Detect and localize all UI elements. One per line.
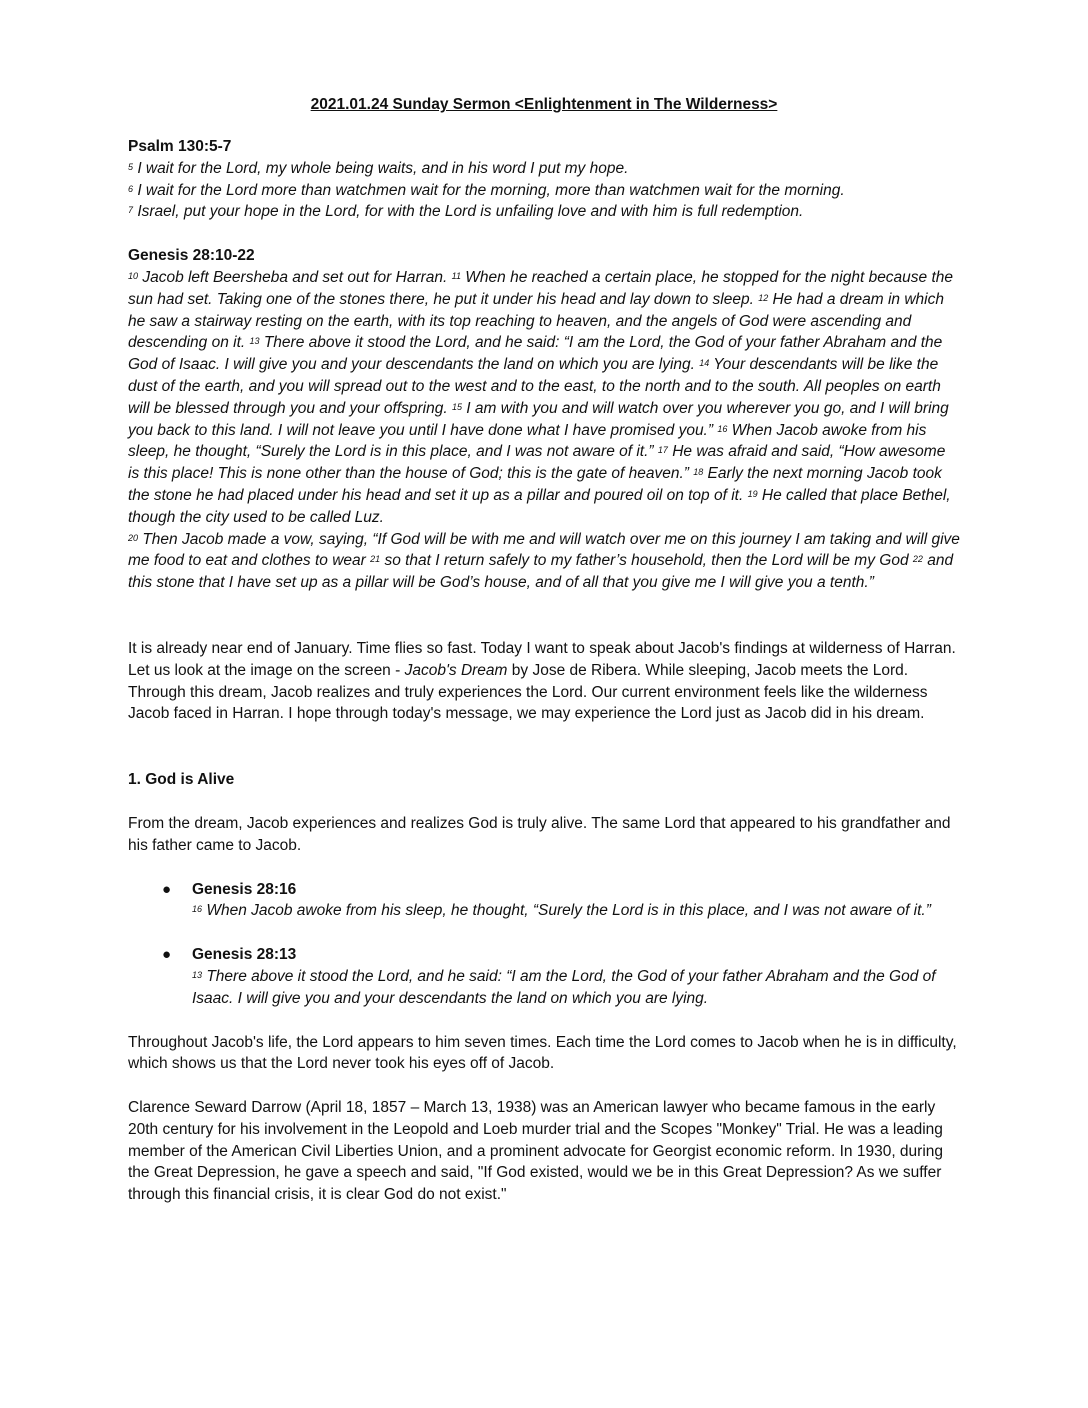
scripture-quote — [192, 968, 936, 1007]
verse-text: Israel, put your hope in the Lord, for with the Lord is unfailing love and with him is full redemption. — [133, 203, 804, 221]
verse-text: Jacob left Beersheba and set out for Harran. — [138, 268, 452, 286]
verse-number: 21 — [370, 554, 381, 565]
verse-text: I wait for the Lord, my whole being waits, and in his word I put my hope. — [133, 159, 629, 177]
verse-text: He called that place Bethel, though the city used to be called Luz. — [128, 486, 951, 526]
verse-number: 14 — [699, 358, 710, 369]
bullet-icon: ● — [162, 946, 172, 964]
verse-number: 15 — [451, 401, 462, 412]
genesis-paragraph-2 — [128, 529, 960, 594]
verse-text: There above it stood the Lord, and he said: “I am the Lord, the God of your father Abraham and the God of Isaac. I will give you and your descendants the land on which you are lying. — [192, 967, 936, 1007]
psalm-block — [128, 136, 960, 223]
verse-number: 16 — [717, 423, 728, 434]
intro-paragraph — [128, 638, 960, 725]
verse-text: I wait for the Lord more than watchmen wait for the morning, more than watchmen wait for the morning. — [133, 181, 845, 199]
verse-number: 7 — [128, 205, 134, 216]
genesis-paragraph-1 — [128, 267, 960, 529]
verse-text: Then Jacob made a vow, saying, “If God will be with me and will watch over me on this journey I am taking and will give me food to eat and clothes to wear — [128, 530, 960, 570]
verse-text: When he reached a certain place, he stopped for the night because the sun had set. Taking one of the stones there, he put it under his head and lay down to sleep. — [128, 268, 954, 308]
verse-text: When Jacob awoke from his sleep, he thought, “Surely the Lord is in this place, and I was not aware of it.” — [202, 902, 931, 920]
section-paragraph: Throughout Jacob's life, the Lord appears to him seven times. Each time the Lord comes to Jacob when he is in difficulty, which shows us that the Lord never took his eyes off of Jacob. — [128, 1033, 957, 1073]
psalm-heading: Psalm 130:5-7 — [128, 138, 232, 155]
section-paragraph: Clarence Seward Darrow (April 18, 1857 – March 13, 1938) was an American lawyer who became famous in the early 20th century for his involvement in the Leopold and Loeb murder trial and the Scopes "Monkey" Trial. He was a leading member of the American Civil Liberties Union, and a prominent advocate for Georgist economic reform. In 1930, during the Great Depression, he gave a speech and said, "If God existed, would we be in this Great Depression? As we suffer through this financial crisis, it is clear God do not exist." — [128, 1099, 944, 1204]
painting-title: Jacob's Dream — [404, 661, 508, 679]
scripture-list — [128, 879, 960, 1010]
verse-number: 20 — [128, 532, 139, 543]
intro-text-after: by Jose de Ribera. While sleeping, Jacob meets the Lord. Through this dream, Jacob realizes and truly experiences the Lord. Our current environment feels like the wilderness Jacob faced in Harran. I hope through today's message, we may experience the Lord just as Jacob did in his dream. — [128, 661, 928, 723]
intro-text-before: It is already near end of January. Time flies so fast. Today I want to speak about Jacob's findings at wilderness of Harran. Let us look at the image on the screen - — [128, 639, 956, 679]
verse-number: 13 — [192, 969, 203, 980]
bullet-icon: ● — [162, 880, 172, 898]
section-heading-text: 1. God is Alive — [128, 771, 235, 789]
verse-number: 19 — [747, 488, 758, 499]
scripture-quote — [192, 902, 931, 919]
verse-text: and this stone that I have set up as a pillar will be God’s house, and of all that you give me I will give you a tenth.” — [128, 552, 954, 592]
list-item — [128, 944, 960, 1009]
verse-number: 16 — [192, 904, 203, 915]
psalm-verse — [128, 201, 960, 223]
verse-number: 6 — [128, 183, 134, 194]
verse-text: Early the next morning Jacob took the stone he had placed under his head and set it up as a pillar and poured oil on top of it. — [128, 465, 942, 504]
verse-text: Your descendants will be like the dust of the earth, and you will spread out to the west and to the east, to the north and to the south. All peoples on earth will be blessed through you and your offspring. — [128, 356, 941, 417]
verse-text: There above it stood the Lord, and he said: “I am the Lord, the God of your father Abraham and the God of Isaac. I will give you and your descendants the land on which you are lying. — [128, 334, 943, 374]
verse-number: 12 — [758, 292, 769, 303]
verse-text: He had a dream in which he saw a stairway resting on the earth, with its top reaching to heaven, and the angels of God were ascending and descending on it. — [128, 290, 944, 352]
verse-number: 10 — [128, 270, 139, 281]
section-paragraph: From the dream, Jacob experiences and realizes God is truly alive. The same Lord that appeared to his grandfather and his father came to Jacob. — [128, 814, 951, 854]
verse-number: 22 — [912, 554, 923, 565]
verse-number: 18 — [693, 467, 704, 478]
psalm-verse — [128, 158, 960, 180]
scripture-reference: Genesis 28:13 — [192, 946, 297, 964]
verse-text: so that I return safely to my father’s household, then the Lord will be my God — [380, 552, 913, 570]
verse-number: 17 — [657, 445, 668, 456]
section-heading — [128, 769, 960, 791]
genesis-heading: Genesis 28:10-22 — [128, 247, 255, 265]
sermon-body — [128, 136, 960, 1228]
verse-number: 13 — [249, 336, 260, 347]
scripture-reference: Genesis 28:16 — [192, 880, 297, 898]
verse-number: 5 — [128, 161, 134, 172]
verse-text: He was afraid and said, “How awesome is this place! This is none other than the house of God; this is the gate of heaven.” — [128, 443, 946, 483]
verse-text: When Jacob awoke from his sleep, he thought, “Surely the Lord is in this place, and I was not aware of it.” — [128, 421, 927, 461]
verse-number: 11 — [451, 270, 461, 281]
genesis-block — [128, 245, 960, 594]
sermon-title: 2021.01.24 Sunday Sermon <Enlightenment in The Wilderness> — [310, 96, 778, 113]
psalm-verse — [128, 180, 960, 202]
list-item — [128, 879, 960, 923]
verse-text: I am with you and will watch over you wherever you go, and I will bring you back to this land. I will not leave you until I have done what I have promised you.” — [128, 399, 949, 439]
